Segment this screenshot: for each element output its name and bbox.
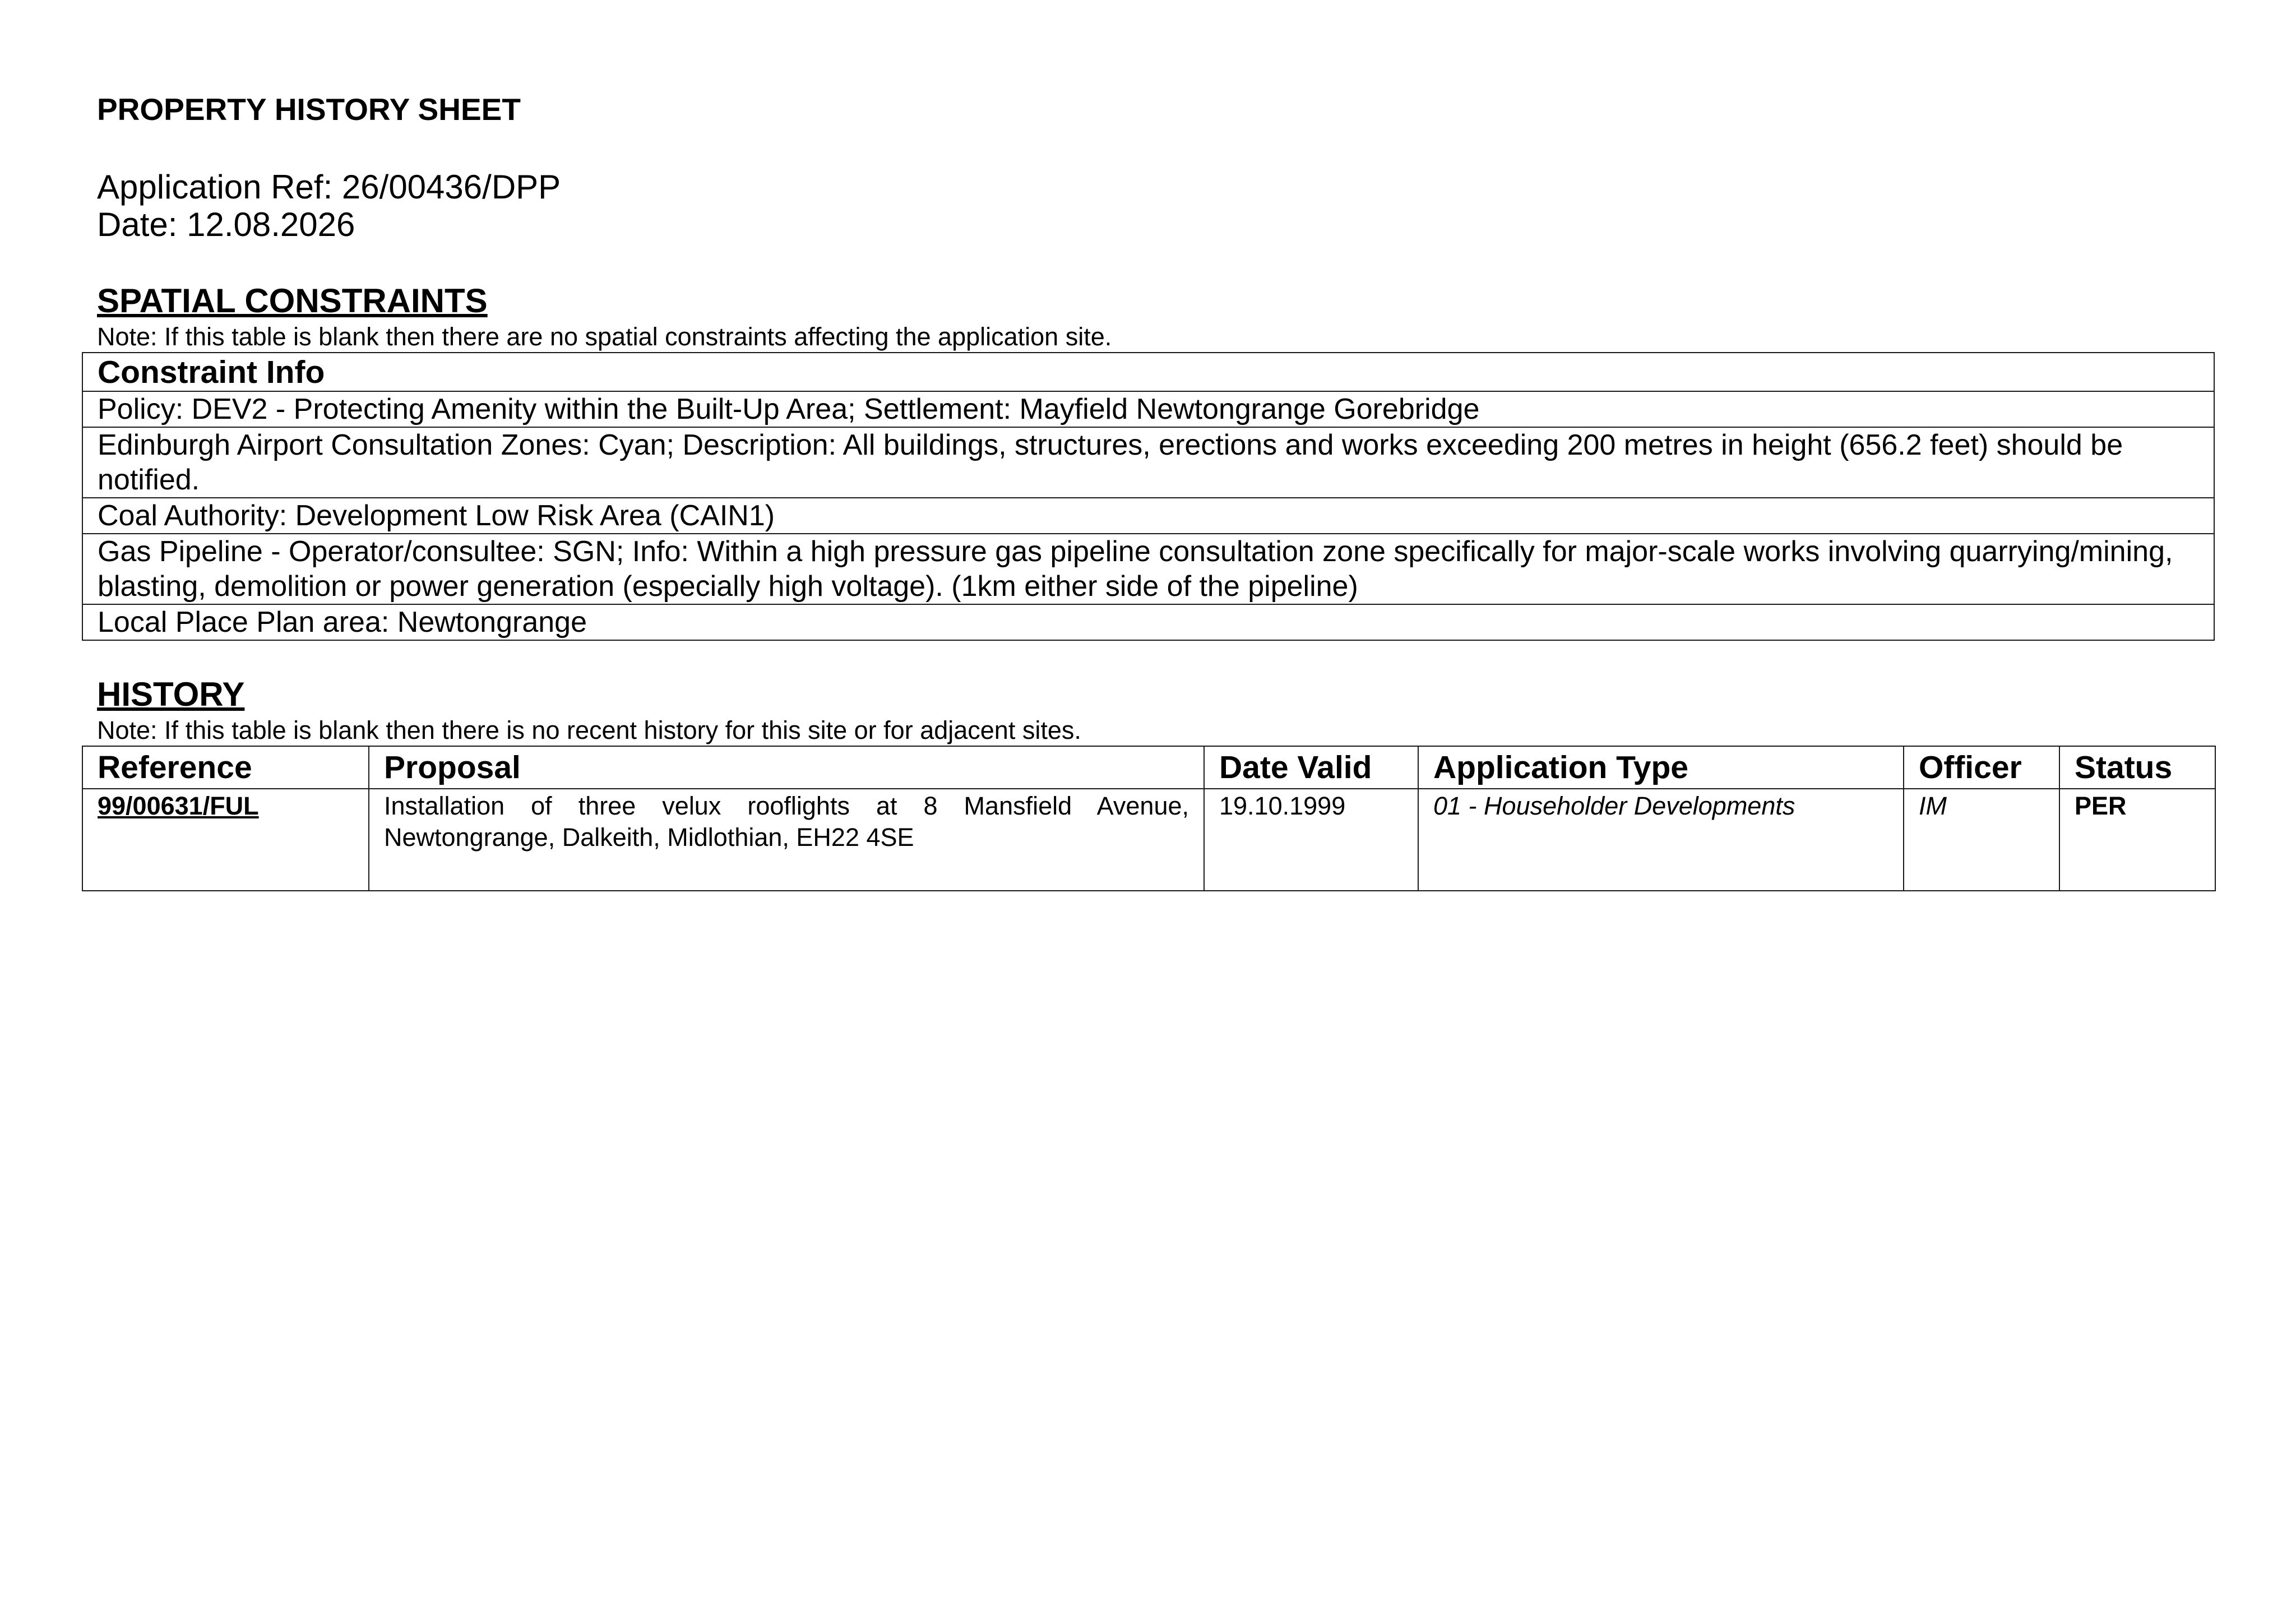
column-header-application-type: Application Type [1418,746,1904,789]
spatial-constraints-heading: SPATIAL CONSTRAINTS [97,282,488,320]
constraint-row [82,534,2214,604]
proposal-cell: Installation of three velux rooflights at 8 Mansfield Avenue, Newtongrange, Dalkeith, Midlothian, EH22 4SE [369,789,1204,891]
status-cell: PER [2059,789,2215,891]
date-valid-cell: 19.10.1999 [1204,789,1418,891]
column-header-reference: Reference [82,746,369,789]
column-header-proposal: Proposal [369,746,1204,789]
constraint-info-cell: Local Place Plan area: Newtongrange [82,604,2214,640]
history-table [82,746,2216,891]
spatial-constraints-note: Note: If this table is blank then there are no spatial constraints affecting the application site. [97,322,1112,351]
spatial-constraints-table [82,352,2215,641]
column-header-date-valid: Date Valid [1204,746,1418,789]
constraint-info-cell: Edinburgh Airport Consultation Zones: Cyan; Description: All buildings, structures, erections and works exceeding 200 metres in height (656.2 feet) should be notified. [82,427,2214,498]
table-header-row [82,746,2215,789]
application-type-cell: 01 - Householder Developments [1418,789,1904,891]
table-header-row [82,353,2214,391]
constraint-info-cell: Coal Authority: Development Low Risk Area (CAIN1) [82,498,2214,534]
history-heading: HISTORY [97,675,245,713]
column-header-constraint-info: Constraint Info [82,353,2214,391]
constraint-info-cell: Gas Pipeline - Operator/consultee: SGN; Info: Within a high pressure gas pipeline consultation zone specifically for major-scale works involving quarrying/mining, blasting, demolition or power generation (especially high voltage). (1km either side of the pipeline) [82,534,2214,604]
reference-cell [82,789,369,891]
column-header-officer: Officer [1904,746,2059,789]
constraint-row [82,427,2214,498]
constraint-row [82,391,2214,427]
constraint-info-cell: Policy: DEV2 - Protecting Amenity within the Built-Up Area; Settlement: Mayfield Newtongrange Gorebridge [82,391,2214,427]
application-meta [97,168,561,243]
officer-cell: IM [1904,789,2059,891]
application-ref: Application Ref: 26/00436/DPP [97,168,561,206]
document-title: PROPERTY HISTORY SHEET [97,92,521,127]
history-note: Note: If this table is blank then there is no recent history for this site or for adjacent sites. [97,716,1081,744]
constraint-row [82,498,2214,534]
reference-link[interactable]: 99/00631/FUL [98,792,259,820]
table-row [82,789,2215,891]
column-header-status: Status [2059,746,2215,789]
constraint-row [82,604,2214,640]
application-date: Date: 12.08.2026 [97,206,355,243]
